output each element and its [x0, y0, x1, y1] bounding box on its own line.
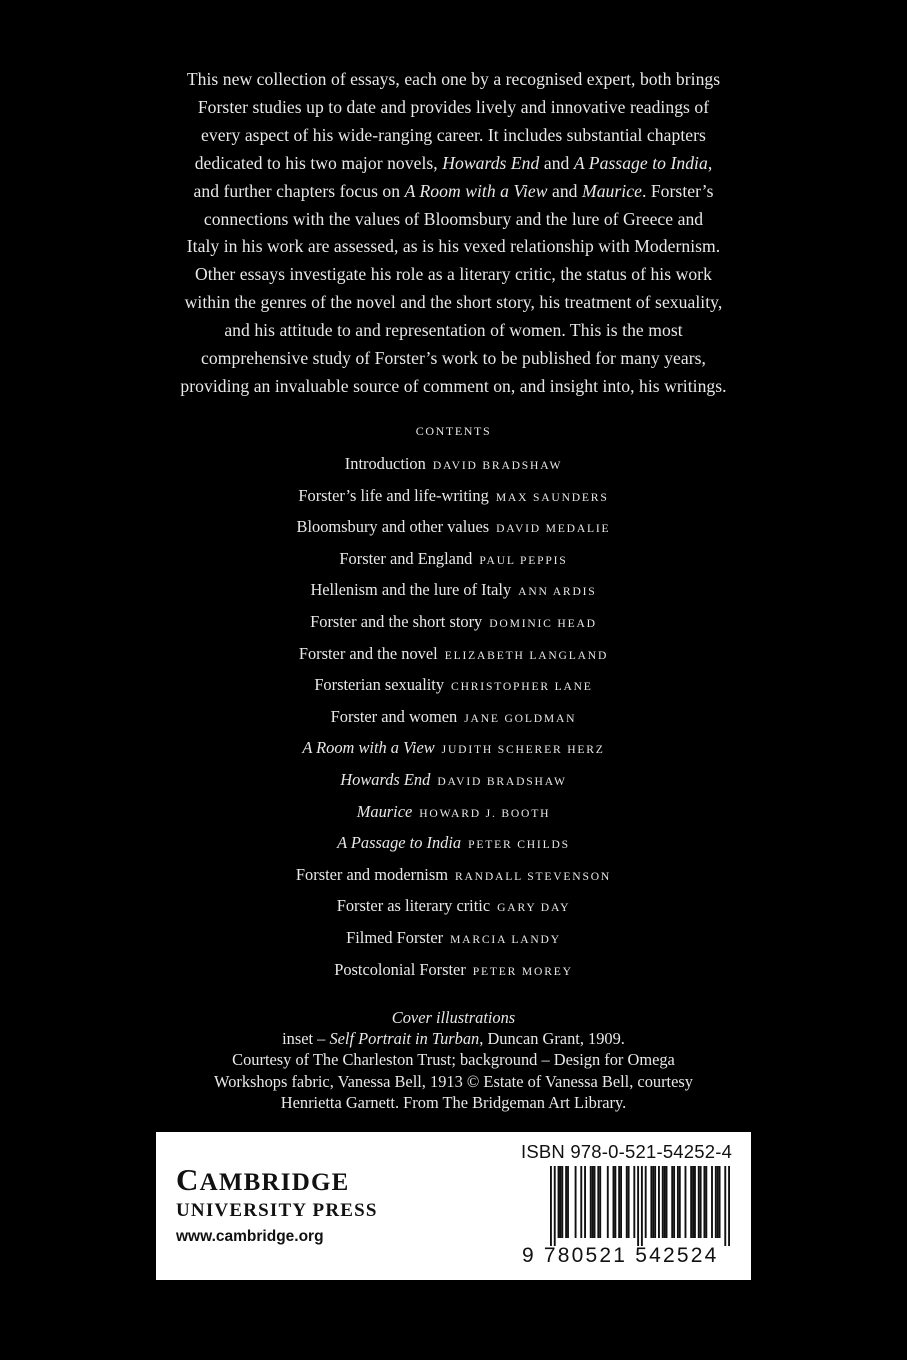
- blurb-run: within the genres of the novel and the short story, his treatment of sexuality,: [184, 292, 723, 313]
- chapter-title: Forster and the short story: [310, 611, 483, 631]
- chapter-author: DAVID BRADSHAW: [432, 459, 563, 472]
- blurb-run: dedicated to his two major novels,: [194, 152, 443, 173]
- chapter-title: A Passage to India: [337, 833, 462, 853]
- contents-entry: [0, 448, 907, 480]
- barcode-bar: [580, 1166, 582, 1238]
- chapter-title: Forsterian sexuality: [314, 675, 445, 695]
- barcode-bar: [584, 1166, 586, 1238]
- credits-inset-prefix: inset –: [282, 1029, 330, 1049]
- barcode-bar: [664, 1166, 666, 1238]
- blurb-line: [130, 373, 777, 401]
- blurb: [130, 66, 777, 401]
- barcode-bar: [554, 1166, 556, 1246]
- blurb-run: and his attitude to and representation of women. This is the most: [224, 320, 683, 341]
- barcode-bar: [597, 1166, 599, 1238]
- barcode-bar: [705, 1166, 707, 1238]
- blurb-run: Other essays investigate his role as a literary critic, the status of his work: [195, 264, 712, 285]
- contents-entry: [0, 669, 907, 701]
- barcode-bar: [558, 1166, 560, 1238]
- blurb-run: and: [539, 152, 574, 173]
- chapter-title: Forster and women: [330, 706, 458, 726]
- contents-entry: [0, 606, 907, 638]
- chapter-title: Howards End: [340, 769, 431, 789]
- chapter-author: JANE GOLDMAN: [464, 711, 577, 725]
- contents-list: [0, 448, 907, 985]
- contents-entry: [0, 764, 907, 796]
- cover-credits: [0, 1007, 907, 1113]
- contents-entry: [0, 638, 907, 670]
- publisher-name-initial: C: [176, 1162, 200, 1197]
- chapter-title: Hellenism and the lure of Italy: [310, 580, 512, 600]
- blurb-line: [130, 122, 777, 150]
- contents-entry: [0, 480, 907, 512]
- blurb-italic-run: Maurice: [581, 180, 642, 201]
- barcode-bar: [703, 1166, 705, 1238]
- contents-entry: [0, 859, 907, 891]
- chapter-title: Maurice: [356, 801, 413, 821]
- publisher-name: [176, 1163, 349, 1200]
- blurb-line: [130, 94, 777, 122]
- chapter-author: DAVID BRADSHAW: [437, 774, 567, 788]
- blurb-line: [130, 345, 777, 373]
- chapter-author: CHRISTOPHER LANE: [451, 680, 593, 694]
- chapter-author: DOMINIC HEAD: [489, 616, 597, 630]
- barcode-bar: [626, 1166, 628, 1238]
- contents-entry: [0, 796, 907, 828]
- contents-entry: [0, 827, 907, 859]
- barcode-bar: [620, 1166, 622, 1238]
- chapter-author: ANN ARDIS: [518, 585, 597, 599]
- chapter-title: A Room with a View: [302, 738, 435, 758]
- blurb-line: [130, 66, 777, 94]
- chapter-author: MAX SAUNDERS: [495, 490, 609, 504]
- barcode-bar: [637, 1166, 639, 1246]
- blurb-line: [130, 289, 777, 317]
- chapter-title: Introduction: [344, 454, 426, 473]
- chapter-author: MARCIA LANDY: [450, 932, 561, 946]
- barcode-digits: 9 780521 542524: [522, 1244, 719, 1267]
- barcode-bar: [671, 1166, 673, 1238]
- barcode-bar: [592, 1166, 594, 1238]
- barcode-bar: [618, 1166, 620, 1238]
- credits-inset-rest: , Duncan Grant, 1909.: [479, 1029, 625, 1049]
- barcode-bar: [628, 1166, 630, 1238]
- chapter-title: Filmed Forster: [346, 927, 444, 947]
- barcode-bar: [690, 1166, 692, 1238]
- barcode-bar: [590, 1166, 592, 1238]
- blurb-line: [130, 150, 777, 178]
- blurb-run: and further chapters focus on: [193, 180, 405, 201]
- blurb-run: comprehensive study of Forster’s work to be published for many years,: [201, 348, 706, 369]
- blurb-run: providing an invaluable source of comment on, and insight into, his writings.: [180, 375, 727, 396]
- blurb-line: [130, 178, 777, 206]
- barcode-bar: [724, 1166, 726, 1246]
- blurb-run: ,: [707, 152, 713, 173]
- barcode-bar: [641, 1166, 643, 1246]
- barcode-bar: [728, 1166, 730, 1246]
- blurb-run: every aspect of his wide-ranging career. It includes substantial chapters: [201, 124, 706, 145]
- chapter-author: RANDALL STEVENSON: [454, 869, 612, 883]
- barcode-bar: [694, 1166, 696, 1238]
- barcode-bar: [700, 1166, 702, 1238]
- chapter-author: HOWARD J. BOOTH: [419, 806, 551, 820]
- barcode-bar: [645, 1166, 647, 1238]
- barcode-bar: [607, 1166, 609, 1238]
- barcode-bar: [698, 1166, 700, 1238]
- publisher-website[interactable]: www.cambridge.org: [176, 1228, 324, 1245]
- blurb-line: [130, 233, 777, 261]
- barcode-bar: [658, 1166, 660, 1238]
- isbn-label: ISBN 978-0-521-54252-4: [521, 1141, 733, 1162]
- chapter-title: Forster as literary critic: [336, 896, 491, 916]
- barcode-bar: [613, 1166, 615, 1238]
- barcode-bar: [717, 1166, 719, 1238]
- blurb-line: [130, 206, 777, 234]
- barcode-bar: [692, 1166, 694, 1238]
- barcode-bar: [652, 1166, 654, 1238]
- barcode-bar: [711, 1166, 713, 1238]
- chapter-author: ELIZABETH LANGLAND: [444, 648, 609, 662]
- credits-heading: Cover illustrations: [391, 1008, 516, 1027]
- blurb-italic-run: A Passage to India: [573, 152, 708, 173]
- blurb-run: connections with the values of Bloomsbury and the lure of Greece and: [203, 208, 704, 229]
- barcode-bar: [575, 1166, 577, 1238]
- contents-entry: [0, 732, 907, 764]
- chapter-title: Forster’s life and life-writing: [298, 485, 489, 505]
- blurb-italic-run: A Room with a View: [404, 180, 548, 201]
- chapter-title: Bloomsbury and other values: [296, 517, 490, 537]
- contents-entry: [0, 511, 907, 543]
- blurb-run: . Forster’s: [641, 180, 714, 201]
- barcode-bar: [594, 1166, 596, 1238]
- barcode-bar: [715, 1166, 717, 1238]
- chapter-author: GARY DAY: [497, 901, 571, 915]
- barcode-image: [550, 1166, 730, 1246]
- blurb-line: [130, 317, 777, 345]
- publisher-panel: [156, 1132, 751, 1280]
- barcode-bar: [677, 1166, 679, 1238]
- barcode-bar: [567, 1166, 569, 1238]
- credits-inset-title: Self Portrait in Turban: [329, 1029, 480, 1049]
- barcode-bar: [673, 1166, 675, 1238]
- blurb-run: This new collection of essays, each one by a recognised expert, both brings: [186, 69, 721, 89]
- blurb-run: Forster studies up to date and provides lively and innovative readings of: [197, 96, 710, 117]
- blurb-run: Italy in his work are assessed, as is his vexed relationship with Modernism.: [186, 236, 721, 257]
- chapter-title: Forster and modernism: [295, 864, 448, 884]
- barcode-bar: [565, 1166, 567, 1238]
- publisher-name-rest: AMBRIDGE: [199, 1169, 350, 1196]
- chapter-author: DAVID MEDALIE: [496, 522, 611, 536]
- contents-entry: [0, 574, 907, 606]
- barcode-bar: [666, 1166, 668, 1238]
- barcode-bar: [550, 1166, 552, 1246]
- barcode-bar: [633, 1166, 635, 1238]
- chapter-author: JUDITH SCHERER HERZ: [441, 743, 605, 757]
- barcode-bar: [662, 1166, 664, 1238]
- barcode-bar: [559, 1166, 561, 1238]
- chapter-author: PAUL PEPPIS: [479, 553, 568, 567]
- barcode-bar: [685, 1166, 687, 1238]
- chapter-title: Postcolonial Forster: [334, 959, 466, 979]
- credits-line-1: Courtesy of The Charleston Trust; background – Design for Omega: [232, 1050, 675, 1070]
- barcode-bar: [719, 1166, 721, 1238]
- credits-line-2: Workshops fabric, Vanessa Bell, 1913 © Estate of Vanessa Bell, courtesy: [214, 1071, 693, 1091]
- publisher-press: UNIVERSITY PRESS: [176, 1200, 378, 1221]
- credits-inset-line: [0, 1028, 907, 1049]
- chapter-title: Forster and the novel: [298, 643, 438, 663]
- blurb-line: [130, 261, 777, 289]
- contents-heading: CONTENTS: [415, 424, 492, 438]
- contents-entry: [0, 890, 907, 922]
- credits-line-3: Henrietta Garnett. From The Bridgeman Art Library.: [280, 1092, 627, 1112]
- blurb-italic-run: Howards End: [442, 152, 540, 173]
- barcode-bar: [654, 1166, 656, 1238]
- contents-entry: [0, 543, 907, 575]
- barcode-bar: [650, 1166, 652, 1238]
- barcode-bar: [614, 1166, 616, 1238]
- chapter-author: PETER CHILDS: [468, 838, 570, 852]
- barcode-bar: [679, 1166, 681, 1238]
- contents-entry: [0, 954, 907, 986]
- contents-entry: [0, 922, 907, 954]
- barcode-bar: [599, 1166, 601, 1238]
- chapter-author: PETER MOREY: [472, 964, 573, 978]
- blurb-run: and: [547, 180, 582, 201]
- barcode-bar: [561, 1166, 563, 1238]
- chapter-title: Forster and England: [339, 548, 473, 568]
- contents-entry: [0, 701, 907, 733]
